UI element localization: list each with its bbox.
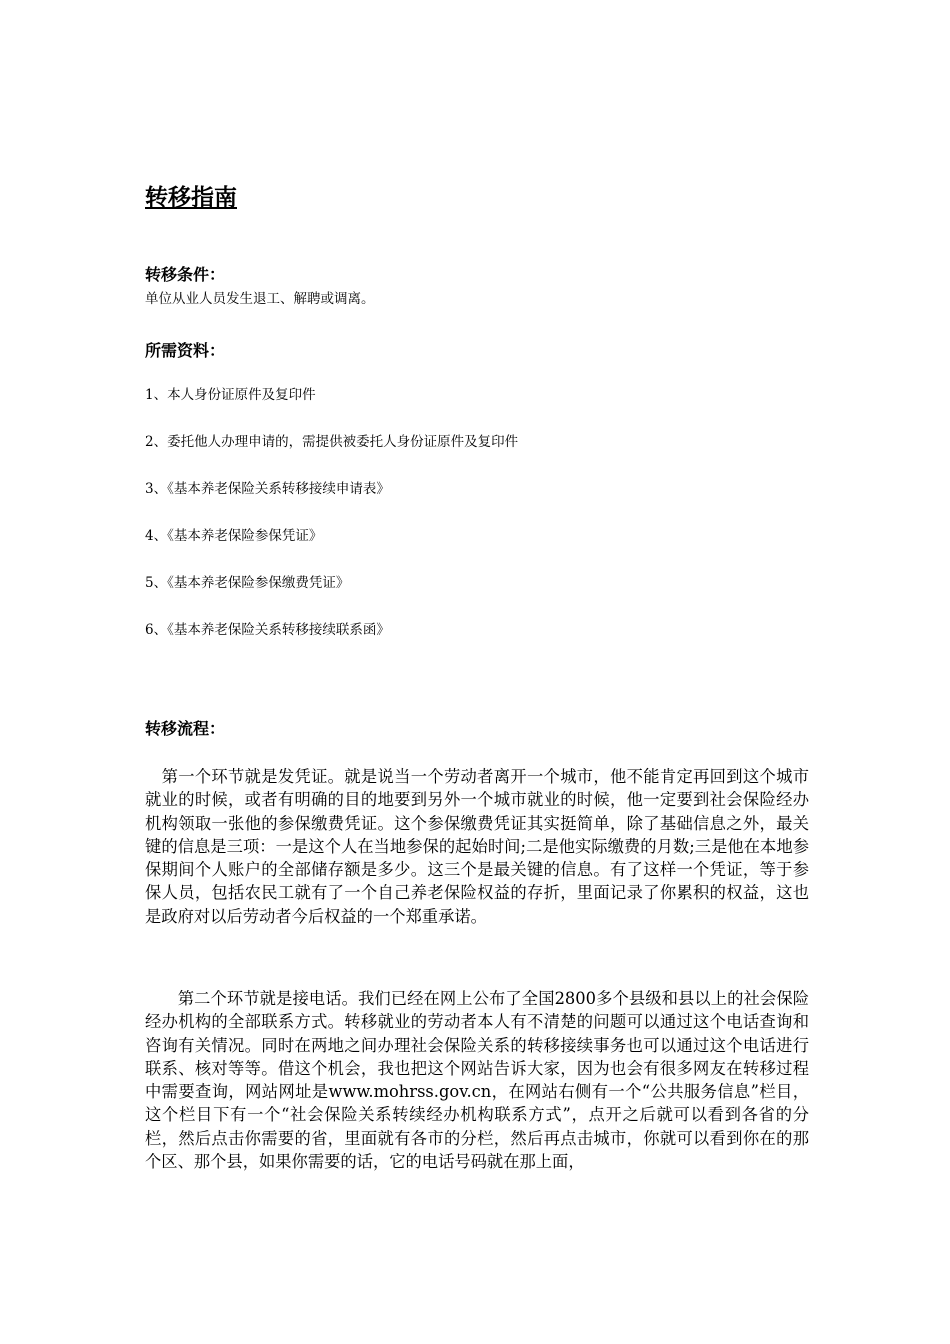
list-item: 2、委托他人办理申请的，需提供被委托人身份证原件及复印件	[145, 434, 519, 450]
materials-heading: 所需资料：	[145, 341, 226, 360]
conditions-heading: 转移条件：	[145, 265, 226, 284]
list-item: 1、本人身份证原件及复印件	[145, 387, 316, 403]
list-item: 5、《基本养老保险参保缴费凭证》	[145, 575, 350, 591]
page-title: 转移指南	[145, 185, 237, 211]
process-heading: 转移流程：	[145, 719, 226, 738]
conditions-text: 单位从业人员发生退工、解聘或调离。	[145, 291, 375, 307]
materials-list	[145, 385, 518, 667]
list-item: 3、《基本养老保险关系转移接续申请表》	[145, 481, 390, 497]
list-item: 6、《基本养老保险关系转移接续联系函》	[145, 622, 390, 638]
list-item: 4、《基本养老保险参保凭证》	[145, 528, 323, 544]
process-paragraph-2: 第二个环节就是接电话。我们已经在网上公布了全国2800多个县级和县以上的社会保险经办机构的全部联系方式。转移就业的劳动者本人有不清楚的问题可以通过这个电话查询和咨询有关情况。同时在两地之间办理社会保险关系的转移接续事务也可以通过这个电话进行联系、核对等等。借这个机会，我也把这个网站告诉大家，因为也会有很多网友在转移过程中需要查询，网站网址是www.mohrss.gov.cn，在网站右侧有一个“公共服务信息”栏目，这个栏目下有一个“社会保险关系转续经办机构联系方式”，点开之后就可以看到各省的分栏，然后点击你需要的省，里面就有各市的分栏，然后再点击城市，你就可以看到你在的那个区、那个县，如果你需要的话，它的电话号码就在那上面，	[145, 989, 809, 1172]
process-paragraph-1: 第一个环节就是发凭证。就是说当一个劳动者离开一个城市，他不能肯定再回到这个城市就业的时候，或者有明确的目的地要到另外一个城市就业的时候，他一定要到社会保险经办机构领取一张他的参保缴费凭证。这个参保缴费凭证其实挺简单，除了基础信息之外，最关键的信息是三项：一是这个人在当地参保的起始时间;二是他实际缴费的月数;三是他在本地参保期间个人账户的全部储存额是多少。这三个是最关键的信息。有了这样一个凭证，等于参保人员，包括农民工就有了一个自己养老保险权益的存折，里面记录了你累积的权益，这也是政府对以后劳动者今后权益的一个郑重承诺。	[145, 767, 809, 926]
